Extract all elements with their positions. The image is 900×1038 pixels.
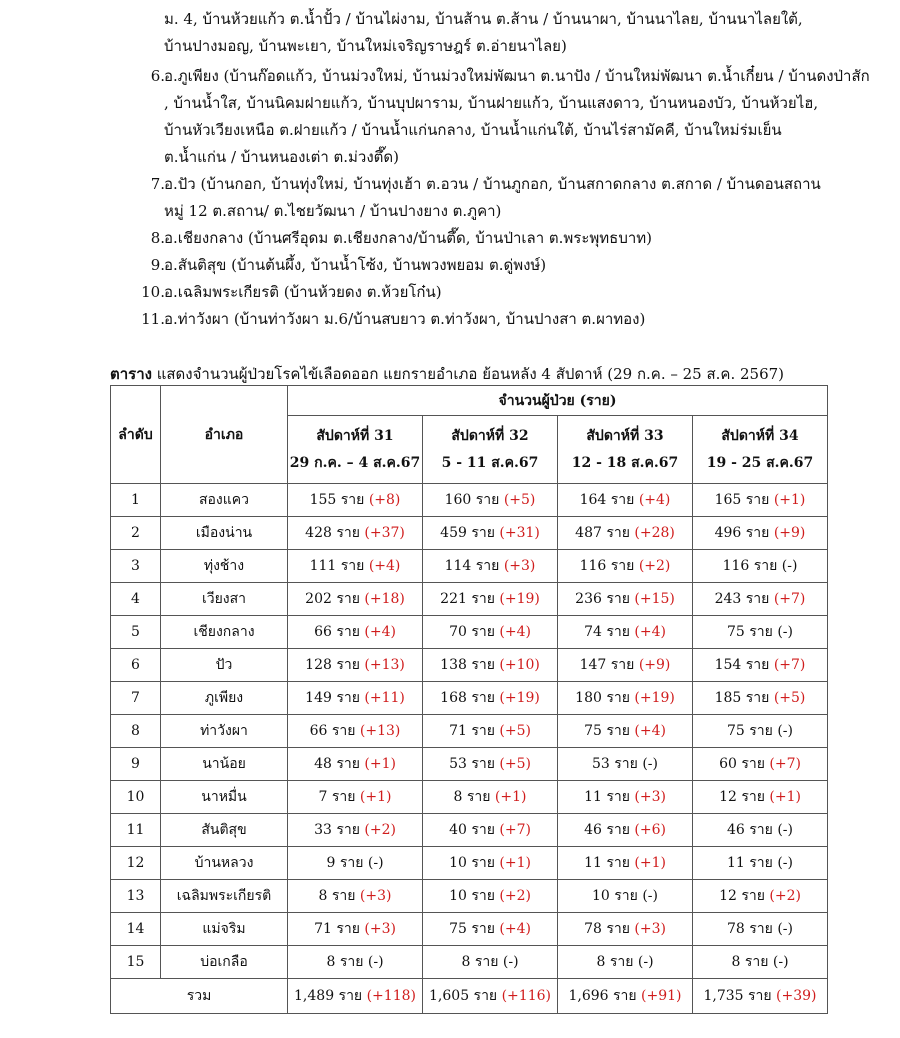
case-count: 75 ราย [727,723,773,739]
case-count: 10 ราย [592,888,638,904]
case-count-cell [423,913,558,946]
row-number: 10 [111,781,161,814]
district-name: ท่าวังผา [161,715,288,748]
case-count-cell [288,913,423,946]
case-count: 75 ราย [727,624,773,640]
dengue-cases-table [110,385,828,1014]
case-change: (-) [367,855,384,871]
case-change: (+1) [359,789,392,805]
total-cell [423,979,558,1014]
case-change: (-) [367,954,384,970]
case-count: 8 ราย [453,789,491,805]
case-change: (-) [777,624,793,640]
text-line: อ.ท่าวังผา (บ้านท่าวังผา ม.6/บ้านสบยาว ต.ท่าวังผา, บ้านปางสา ต.ผาทอง) [164,310,646,328]
case-count-cell [288,781,423,814]
district-name: สองแคว [161,484,288,517]
case-count-cell [558,781,693,814]
list-item-text [164,279,854,306]
row-number: 7 [111,682,161,715]
header-no: ลำดับ [111,386,161,484]
case-count-cell [693,814,828,847]
case-count-cell [423,847,558,880]
case-count: 160 ราย [444,492,500,508]
list-item-text [164,171,854,225]
case-change: (-) [777,822,793,838]
case-count-cell [558,682,693,715]
case-count-cell [288,517,423,550]
case-count: 48 ราย [314,756,360,772]
list-continuation [164,6,854,60]
case-count: 78 ราย [727,921,773,937]
table-caption [110,362,784,386]
case-change: (+1) [769,789,801,805]
case-change: (+1) [494,789,527,805]
row-number: 6 [111,649,161,682]
case-count: 66 ราย [309,723,356,739]
case-count: 46 ราย [727,822,773,838]
text-line: บ้านหัวเวียงเหนือ ต.ฝายแก้ว / บ้านน้ำแก่นกลาง, บ้านน้ำแก่นใต้, บ้านไร่สามัคคี, บ้านใหม่ร่มเย็น [164,121,782,139]
district-name: เชียงกลาง [161,616,288,649]
case-change: (+5) [499,756,531,772]
week-range: 12 - 18 ส.ค.67 [571,454,679,471]
case-change: (+116) [501,988,551,1004]
case-count-cell [288,847,423,880]
case-change: (+5) [503,492,536,508]
case-count: 111 ราย [309,558,365,574]
case-count-cell [423,649,558,682]
case-count-cell [423,583,558,616]
row-number: 2 [111,517,161,550]
case-change: (+1) [634,855,666,871]
case-count: 1,605 ราย [429,988,498,1004]
row-number: 3 [111,550,161,583]
case-change: (-) [777,723,793,739]
case-count: 8 ราย [326,954,364,970]
table-row [111,847,828,880]
row-number: 9 [111,748,161,781]
case-count-cell [558,616,693,649]
district-name: ปัว [161,649,288,682]
case-count: 128 ราย [305,657,360,673]
list-item-number: 10. [141,283,165,301]
case-count: 114 ราย [444,558,500,574]
table-row [111,682,828,715]
row-number: 11 [111,814,161,847]
case-count: 180 ราย [575,690,630,706]
row-number: 4 [111,583,161,616]
case-count-cell [288,484,423,517]
case-count: 8 ราย [461,954,499,970]
case-count: 1,489 ราย [294,988,363,1004]
case-change: (+6) [634,822,666,838]
case-count: 53 ราย [449,756,495,772]
case-count-cell [423,484,558,517]
case-count-cell [288,649,423,682]
case-count-cell [558,583,693,616]
district-name: เมืองน่าน [161,517,288,550]
case-count: 9 ราย [326,855,364,871]
header-week-32 [423,416,558,484]
case-change: (-) [642,756,658,772]
case-count: 8 ราย [731,954,769,970]
case-count: 74 ราย [584,624,630,640]
case-count-cell [693,748,828,781]
total-label: รวม [111,979,288,1014]
table-row [111,649,828,682]
text-line: อ.เชียงกลาง (บ้านศรีอุดม ต.เชียงกลาง/บ้านตึ๊ด, บ้านป่าเลา ต.พระพุทธบาท) [164,229,653,247]
case-count: 116 ราย [722,558,778,574]
text-line: อ.สันติสุข (บ้านต้นผึ้ง, บ้านน้ำโซ้ง, บ้านพวงพยอม ต.ดู่พงษ์) [164,256,547,274]
case-count: 1,696 ราย [568,988,637,1004]
case-count-cell [288,814,423,847]
case-count-cell [693,517,828,550]
list-item-text [164,306,854,333]
case-change: (+19) [499,591,540,607]
case-change: (+1) [364,756,396,772]
case-change: (+4) [364,624,396,640]
case-count-cell [558,715,693,748]
case-count-cell [423,682,558,715]
case-count-cell [423,880,558,913]
table-row [111,748,828,781]
row-number: 14 [111,913,161,946]
week-title: สัปดาห์ที่ 31 [316,427,394,444]
case-count-cell [558,913,693,946]
district-name: สันติสุข [161,814,288,847]
list-item-number: 9. [150,256,165,274]
case-count-cell [558,748,693,781]
case-count-cell [693,913,828,946]
case-count-cell [558,847,693,880]
text-line: ม. 4, บ้านห้วยแก้ว ต.น้ำปั้ว / บ้านไผ่งาม, บ้านส้าน ต.ส้าน / บ้านนาผา, บ้านนาไลย, บ้านนาไลยใต้, [164,10,803,28]
case-change: (+11) [364,690,405,706]
district-name: เวียงสา [161,583,288,616]
case-count: 428 ราย [305,525,360,541]
week-range: 5 - 11 ส.ค.67 [441,454,539,471]
case-change: (+4) [499,921,531,937]
table-row [111,550,828,583]
case-count: 71 ราย [314,921,360,937]
case-change: (+37) [364,525,405,541]
case-count-cell [558,517,693,550]
case-count: 202 ราย [305,591,360,607]
case-count: 116 ราย [579,558,635,574]
list-item-number: 11. [141,310,165,328]
case-count-cell [423,781,558,814]
case-count-cell [558,814,693,847]
case-count: 10 ราย [449,855,495,871]
case-change: (+3) [364,921,396,937]
text-line: หมู่ 12 ต.สถาน/ ต.ไชยวัฒนา / บ้านปางยาง ต.ภูคา) [164,202,502,220]
table-row [111,517,828,550]
text-line: อ.ปัว (บ้านกอก, บ้านทุ่งใหม่, บ้านทุ่งเฮ้า ต.อวน / บ้านภูกอก, บ้านสกาดกลาง ต.สกาด / บ้านดอนสถาน [164,175,821,193]
case-change: (+4) [638,492,671,508]
case-count: 11 ราย [727,855,773,871]
case-count: 75 ราย [449,921,495,937]
case-change: (+7) [773,657,806,673]
district-name: เฉลิมพระเกียรติ [161,880,288,913]
case-change: (-) [637,954,654,970]
case-count: 11 ราย [584,855,630,871]
total-cell [558,979,693,1014]
case-count-cell [693,682,828,715]
header-week-33 [558,416,693,484]
row-number: 13 [111,880,161,913]
text-line: , บ้านน้ำใส, บ้านนิคมฝายแก้ว, บ้านบุปผาราม, บ้านฝายแก้ว, บ้านแสงดาว, บ้านหนองบัว, บ้านห้วยไฮ, [164,94,819,112]
case-count-cell [558,880,693,913]
case-count-cell [423,550,558,583]
case-change: (-) [781,558,798,574]
case-count: 138 ราย [440,657,495,673]
case-count-cell [558,484,693,517]
week-title: สัปดาห์ที่ 32 [451,427,529,444]
total-cell [288,979,423,1014]
caption-text: แสดงจำนวนผู้ป่วยโรคไข้เลือดออก แยกรายอำเภอ ย้อนหลัง 4 สัปดาห์ (29 ก.ค. – 25 ส.ค. 2567) [151,365,785,383]
case-change: (+19) [499,690,540,706]
case-count: 496 ราย [714,525,770,541]
table-row [111,913,828,946]
case-change: (+2) [769,888,801,904]
table-row [111,781,828,814]
district-name: นาหมื่น [161,781,288,814]
week-title: สัปดาห์ที่ 34 [721,427,799,444]
case-count: 243 ราย [714,591,770,607]
district-name: บ้านหลวง [161,847,288,880]
table-row [111,583,828,616]
case-count-cell [288,715,423,748]
district-name: นาน้อย [161,748,288,781]
list-item-number: 6. [150,67,165,85]
case-change: (+3) [634,789,666,805]
case-change: (+5) [499,723,531,739]
case-count-cell [693,583,828,616]
case-change: (+1) [773,492,806,508]
case-count-cell [423,814,558,847]
case-count-cell [288,946,423,979]
case-count: 60 ราย [719,756,765,772]
case-count: 149 ราย [305,690,360,706]
case-count-cell [693,946,828,979]
case-count: 1,735 ราย [703,988,772,1004]
total-row [111,979,828,1014]
case-change: (+8) [368,492,401,508]
case-count-cell [288,550,423,583]
header-week-31 [288,416,423,484]
case-count: 66 ราย [314,624,360,640]
case-change: (-) [777,921,793,937]
case-count-cell [423,748,558,781]
case-count: 164 ราย [579,492,635,508]
case-count: 168 ราย [440,690,495,706]
table-row [111,946,828,979]
case-count-cell [693,484,828,517]
case-count: 53 ราย [592,756,638,772]
case-count-cell [558,946,693,979]
case-change: (+118) [366,988,416,1004]
case-count-cell [423,517,558,550]
case-count: 75 ราย [584,723,630,739]
district-name: ภูเพียง [161,682,288,715]
case-count: 12 ราย [719,888,765,904]
case-change: (+4) [634,723,666,739]
row-number: 1 [111,484,161,517]
case-count: 71 ราย [449,723,495,739]
case-count-cell [288,682,423,715]
table-row [111,616,828,649]
case-change: (+19) [634,690,675,706]
case-change: (+9) [773,525,806,541]
case-count: 78 ราย [584,921,630,937]
case-count: 487 ราย [575,525,630,541]
list-item-text [164,252,854,279]
row-number: 5 [111,616,161,649]
table-row [111,715,828,748]
case-count: 8 ราย [318,888,356,904]
table-row [111,484,828,517]
case-change: (+4) [634,624,666,640]
case-count-cell [423,946,558,979]
header-week-34 [693,416,828,484]
case-count-cell [288,583,423,616]
case-change: (+3) [634,921,666,937]
case-change: (+9) [638,657,671,673]
case-count: 70 ราย [449,624,495,640]
case-count-cell [693,550,828,583]
case-count: 46 ราย [584,822,630,838]
header-district: อำเภอ [161,386,288,484]
case-count: 165 ราย [714,492,770,508]
list-item-number: 7. [150,175,165,193]
case-count: 10 ราย [449,888,495,904]
case-count: 154 ราย [714,657,770,673]
case-count-cell [693,781,828,814]
case-count: 11 ราย [584,789,630,805]
table-row [111,880,828,913]
case-count-cell [558,550,693,583]
text-line: ต.น้ำแก่น / บ้านหนองเต่า ต.ม่วงตึ๊ด) [164,148,399,166]
header-patients: จำนวนผู้ป่วย (ราย) [288,386,828,416]
case-change: (-) [777,855,793,871]
caption-label: ตาราง [110,365,152,383]
case-count-cell [288,880,423,913]
case-change: (+3) [503,558,536,574]
case-change: (-) [772,954,789,970]
list-item-text [164,63,870,171]
case-change: (+2) [364,822,396,838]
case-count: 33 ราย [314,822,360,838]
table-row [111,814,828,847]
case-count-cell [423,616,558,649]
case-change: (+15) [634,591,675,607]
week-range: 19 - 25 ส.ค.67 [706,454,814,471]
case-change: (+1) [499,855,531,871]
case-count: 236 ราย [575,591,630,607]
case-count-cell [693,847,828,880]
case-count-cell [288,616,423,649]
case-change: (+18) [364,591,405,607]
case-change: (-) [502,954,519,970]
case-count-cell [423,715,558,748]
case-change: (+7) [773,591,806,607]
week-range: 29 ก.ค. – 4 ส.ค.67 [289,454,421,471]
district-name: ทุ่งช้าง [161,550,288,583]
case-change: (+2) [638,558,671,574]
case-count: 221 ราย [440,591,495,607]
case-count-cell [693,880,828,913]
case-change: (+28) [634,525,675,541]
case-change: (+10) [499,657,540,673]
case-change: (+91) [641,988,682,1004]
text-line: อ.เฉลิมพระเกียรติ (บ้านห้วยดง ต.ห้วยโก๋น) [164,283,442,301]
case-change: (+5) [773,690,806,706]
week-title: สัปดาห์ที่ 33 [586,427,664,444]
list-item-text [164,225,854,252]
case-change: (+39) [776,988,817,1004]
case-count: 12 ราย [719,789,765,805]
row-number: 12 [111,847,161,880]
case-change: (+4) [368,558,401,574]
case-change: (+13) [359,723,401,739]
case-count-cell [693,715,828,748]
text-line: อ.ภูเพียง (บ้านก๊อดแก้ว, บ้านม่วงใหม่, บ้านม่วงใหม่พัฒนา ต.นาปัง / บ้านใหม่พัฒนา ต.น้ำเกี๋ยน / บ้านดงป่าสัก [164,67,870,85]
case-change: (+13) [364,657,405,673]
total-cell [693,979,828,1014]
case-change: (+4) [499,624,531,640]
case-count: 459 ราย [440,525,495,541]
case-count-cell [693,616,828,649]
row-number: 15 [111,946,161,979]
case-change: (+7) [769,756,801,772]
case-count: 185 ราย [714,690,770,706]
district-name: แม่จริม [161,913,288,946]
case-count: 40 ราย [449,822,495,838]
case-change: (+31) [499,525,540,541]
list-item-number: 8. [150,229,165,247]
case-change: (+3) [359,888,392,904]
row-number: 8 [111,715,161,748]
case-count: 147 ราย [579,657,635,673]
case-count: 8 ราย [596,954,634,970]
case-count-cell [693,649,828,682]
case-count: 155 ราย [309,492,365,508]
case-count-cell [558,649,693,682]
district-name: บ่อเกลือ [161,946,288,979]
text-line: บ้านปางมอญ, บ้านพะเยา, บ้านใหม่เจริญราษฎร์ ต.อ่ายนาไลย) [164,37,567,55]
case-change: (+2) [499,888,531,904]
case-change: (-) [642,888,658,904]
case-count-cell [288,748,423,781]
case-change: (+7) [499,822,531,838]
case-count: 7 ราย [318,789,356,805]
